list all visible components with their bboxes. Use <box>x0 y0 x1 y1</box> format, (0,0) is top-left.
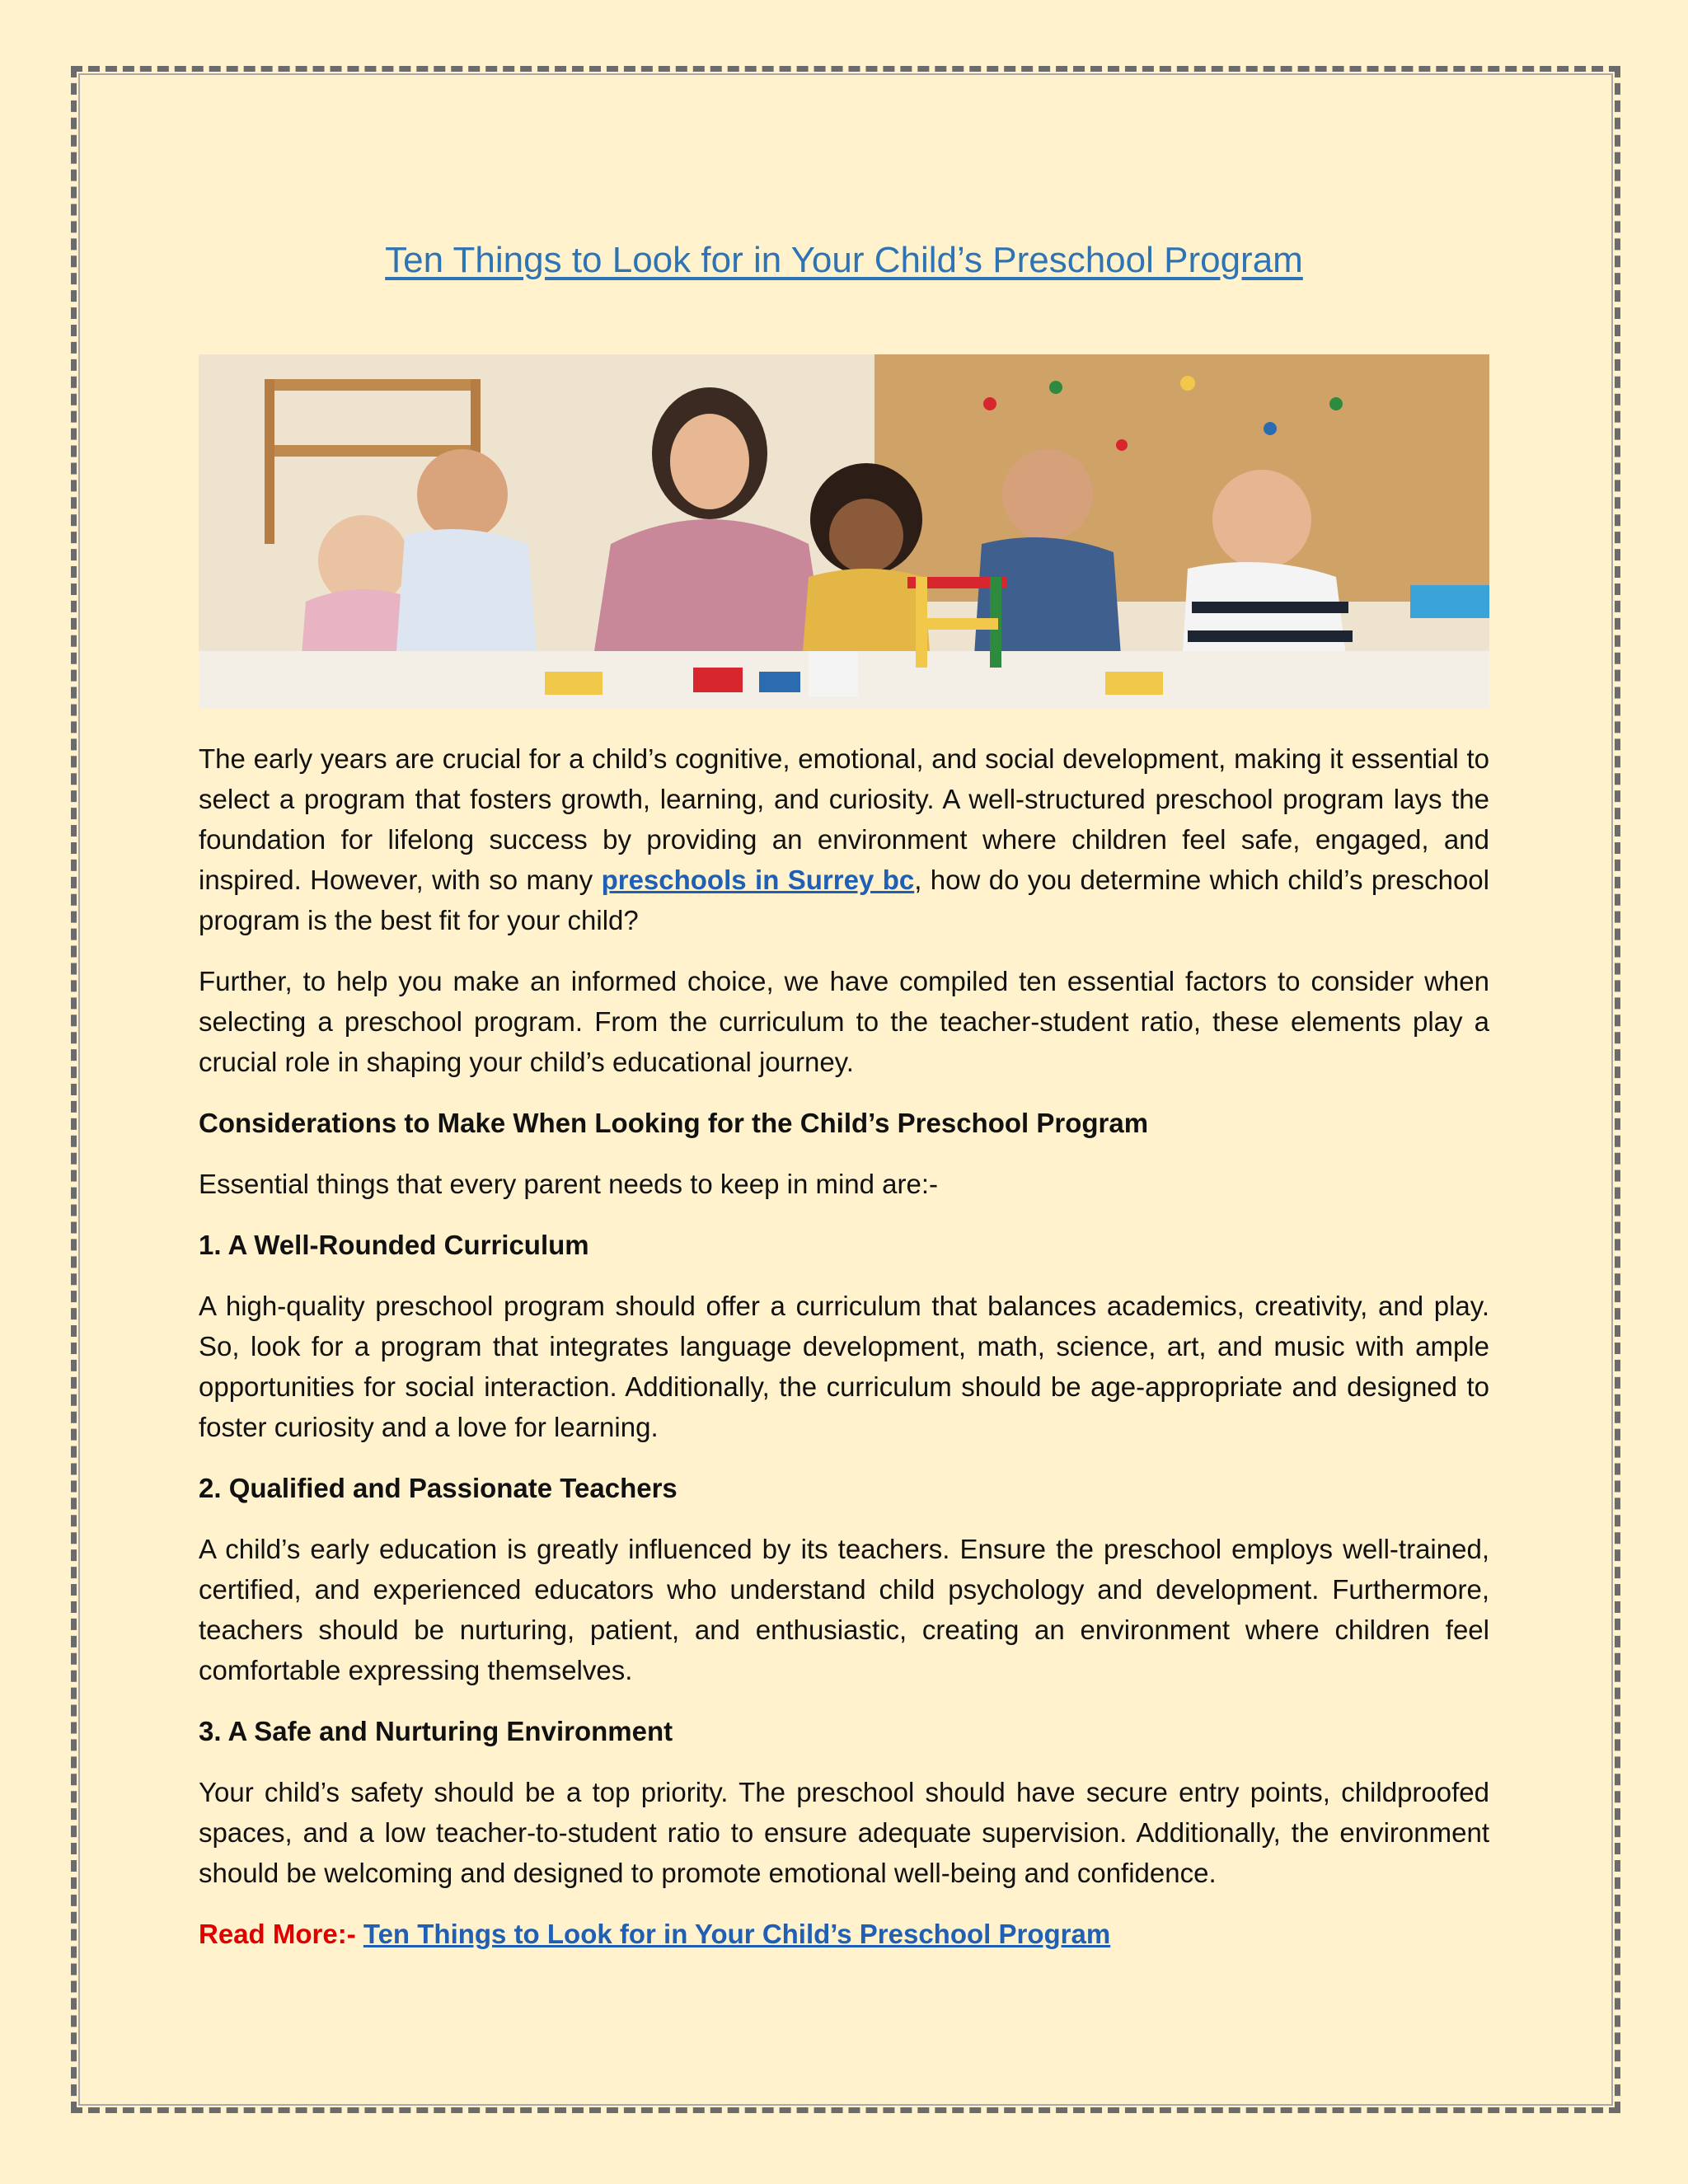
section-2-heading: 2. Qualified and Passionate Teachers <box>199 1473 678 1503</box>
classroom-photo <box>199 354 1489 709</box>
paragraph-informed-choice: Further, to help you make an informed choice, we have compiled ten essential factors to consider when selecting a preschool program. From the curriculum to the teacher-student ratio, these elements play a crucial role in shaping your child’s educational journey. <box>199 966 1489 1077</box>
preschools-surrey-link[interactable]: preschools in Surrey bc <box>601 865 915 895</box>
read-more-link[interactable]: Ten Things to Look for in Your Child’s Preschool Program <box>363 1919 1111 1949</box>
read-more-line <box>199 1914 1489 1954</box>
classroom-photo-icon <box>199 354 1489 709</box>
intro-paragraph <box>199 738 1489 940</box>
section-3-body: Your child’s safety should be a top priority. The preschool should have secure entry points, childproofed spaces, and a low teacher-to-student ratio to ensure adequate supervision. Additionally, the environment should be welcoming and designed to promote emotional well-being and confidence. <box>199 1777 1489 1888</box>
intro-text-end: , how do you determine which child’s preschool program is the best fit for your child? <box>199 865 1489 935</box>
document-title-link[interactable]: Ten Things to Look for in Your Child’s Preschool Program <box>385 240 1303 280</box>
section-1-heading: 1. A Well-Rounded Curriculum <box>199 1230 589 1260</box>
essentials-line: Essential things that every parent needs to keep in mind are:- <box>199 1169 939 1199</box>
intro-text-start: The early years are crucial for a child’s cognitive, emotional, and social development, making it essential to select a program that fosters growth, learning, and curiosity. A well-structured preschool program lays the foundation for lifelong success by providing an environment where children feel safe, engaged, and inspired. However, with so many <box>199 743 1489 895</box>
section-1-body: A high-quality preschool program should offer a curriculum that balances academics, creativity, and play. So, look for a program that integrates language development, math, science, art, and music with ample opportunities for social interaction. Additionally, the curriculum should be age-appropriate and designed to foster curiosity and a love for learning. <box>199 1291 1489 1442</box>
section-3-heading: 3. A Safe and Nurturing Environment <box>199 1716 673 1746</box>
document-body <box>199 206 1489 1954</box>
considerations-heading: Considerations to Make When Looking for the Child’s Preschool Program <box>199 1108 1149 1138</box>
section-2-body: A child’s early education is greatly influenced by its teachers. Ensure the preschool employs well-trained, certified, and experienced educators who understand child psychology and development. Furthermore, teachers should be nurturing, patient, and enthusiastic, creating an environment where children feel comfortable expressing themselves. <box>199 1534 1489 1685</box>
read-more-label: Read More:- <box>199 1919 356 1949</box>
